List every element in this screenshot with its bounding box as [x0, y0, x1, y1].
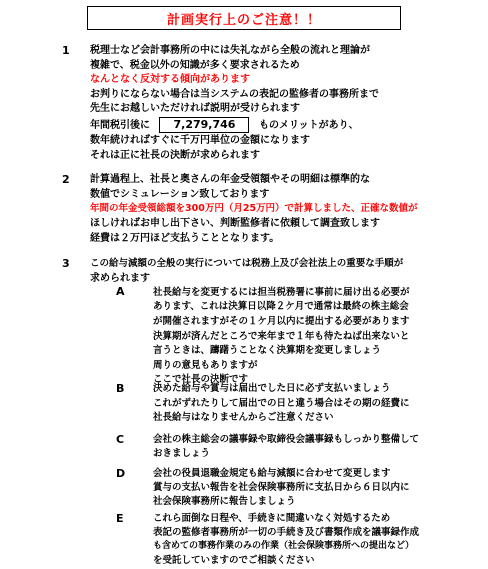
section-1-line: 税理士など会計事務所の中には失礼ながら全般の流れと理論が: [90, 45, 370, 56]
item-a-line: 言うときは、躊躇うことなく決算期を変更しましょう: [153, 345, 382, 356]
section-1-line: 数年続ければすぐに千万円単位の金額になります: [90, 135, 310, 146]
item-letter-d: D: [116, 467, 126, 480]
item-letter-c: C: [116, 433, 125, 446]
item-a-line: 決算期が済んだところで来年まで１年も待たねば出来ないと: [153, 331, 410, 342]
item-e-line: も含めての事務作業のみの作業（社会保険事務所への提出など）: [153, 541, 415, 551]
section-2-line: ほしければお申し出下さい、判断監修者に依頼して調査致します: [90, 218, 380, 229]
item-a-line: あります、これは決算日以降２ケ月で通常は最終の株主総会: [153, 301, 409, 312]
section-number-2: 2: [62, 173, 70, 186]
amount-prefix: 年間税引後に: [90, 120, 150, 131]
item-letter-b: B: [116, 382, 125, 395]
section-1-amount-line: [90, 117, 359, 133]
section-1-line: 先生にお越しいただければ説明が受けられます: [90, 103, 300, 114]
section-1-line: お判りにならない場合は当システムの表記の監修者の事務所まで: [90, 89, 379, 100]
pension-total-note: 年間の年金受領総額を300万円（月25万円）で計算しました、正確な数値が: [90, 203, 418, 214]
item-b-line: これがずれたりして届出での日と違う場合はその期の経費に: [153, 398, 410, 409]
item-a-line: ここで社長の決断です: [153, 374, 249, 385]
item-c-line: おきましょう: [153, 448, 211, 459]
merit-amount-box: 7,279,746: [159, 117, 249, 133]
item-e-line: を受託していますのでご相談ください: [153, 555, 315, 566]
item-d-line: 会社の役員退職金規定も給与減額に合わせて変更します: [153, 468, 391, 479]
section-2-line: 計算過程上、社長と奥さんの年金受領額やその明細は標準的な: [90, 174, 370, 185]
item-letter-a: A: [116, 285, 125, 298]
section-2-line: 経費は２万円ほど支払うこととなります。: [90, 233, 280, 244]
section-number-1: 1: [62, 44, 70, 57]
section-3-line: 求められます: [90, 273, 150, 284]
section-1-warning-line: なんとなく反対する傾向があります: [90, 74, 250, 85]
item-a-line: が開催されますがその１ケ月以内に提出する必要があります: [153, 316, 410, 327]
item-letter-e: E: [116, 512, 124, 525]
item-b-line: 決めた給与や賞与は届出でした日に必ず支払いましょう: [153, 383, 391, 394]
item-c-line: 会社の株主総会の議事録や取締役会議事録もしっかり整備して: [153, 434, 420, 445]
item-e-line: 表記の監修者事務所が一切の手続き及び書類作成を議事録作成: [153, 527, 420, 538]
section-number-3: 3: [62, 257, 70, 270]
section-1-line: 複雑で、税金以外の知識が多く要求されるため: [90, 60, 300, 71]
section-2-line: 数値でシミュレーション致しております: [90, 189, 270, 200]
section-3-line: この給与減額の全般の実行については税務上及び会社法上の重要な手順が: [90, 258, 404, 269]
item-e-line: これら面倒な日程や、手続きに間違いなく対処するため: [153, 513, 391, 524]
page-title: 計画実行上のご注意！！: [87, 6, 401, 30]
item-a-line: 周りの意見もありますが: [153, 360, 258, 371]
item-d-line: 社会保険事務所に報告しましょう: [153, 496, 296, 507]
item-a-line: 社長給与を変更するには担当税務署に事前に届け出る必要が: [153, 287, 410, 298]
item-d-line: 賞与の支払い報告を社会保険事務所に支払日から６日以内に: [153, 482, 410, 493]
item-b-line: 社長給与はなりませんからご注意ください: [153, 412, 334, 423]
section-2-emphasis-line: [90, 202, 418, 215]
amount-suffix: ものメリットがあり、: [258, 120, 359, 131]
section-1-line: それは正に社長の決断が求められます: [90, 150, 260, 161]
